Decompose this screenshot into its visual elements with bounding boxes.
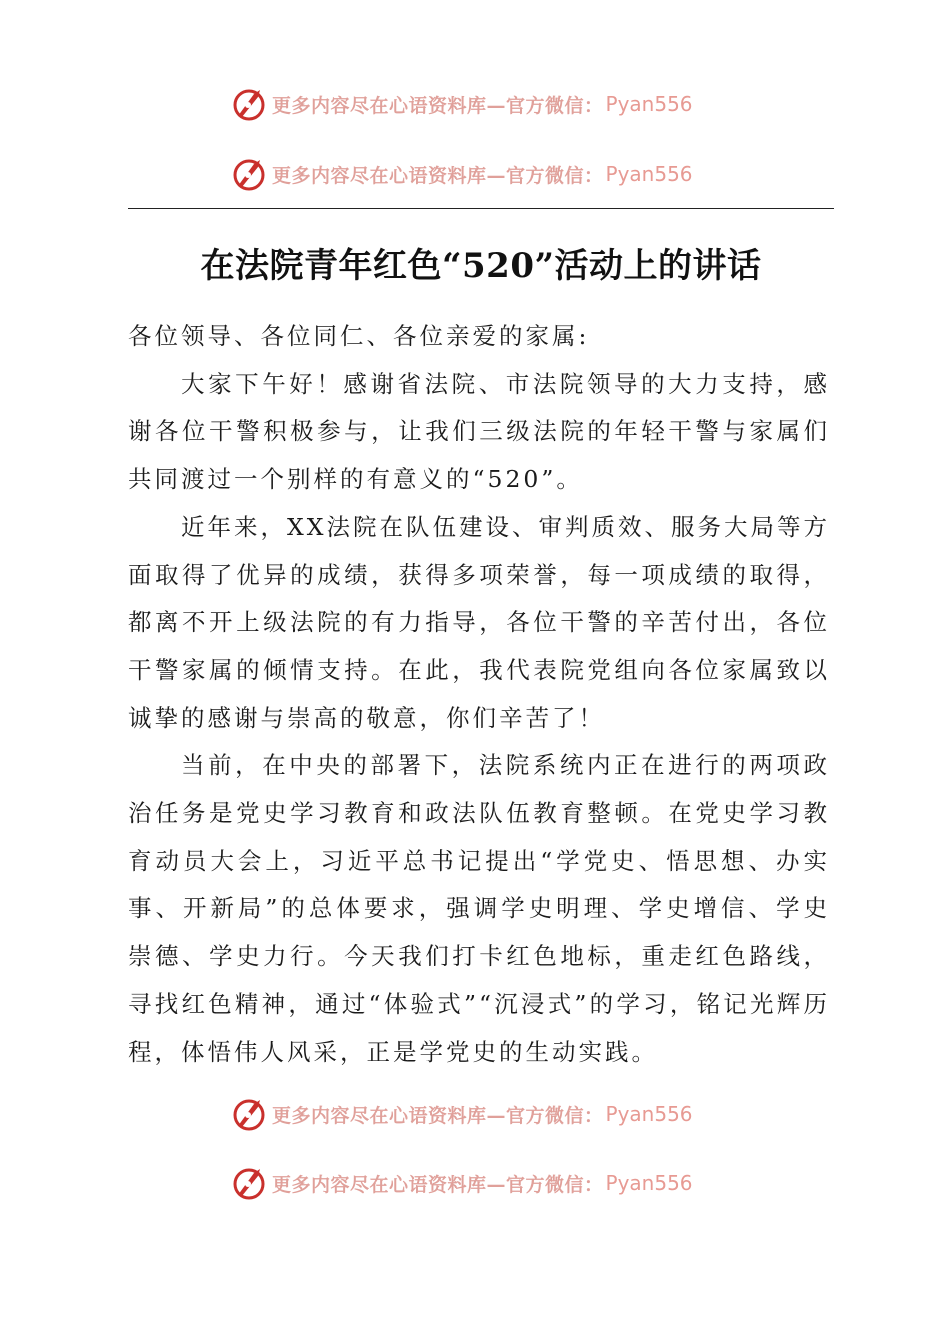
watermark-wechat-id: Pyan556: [605, 92, 693, 116]
watermark-wechat-id: Pyan556: [605, 162, 693, 186]
header-divider: [128, 208, 834, 209]
watermark-wechat-id: Pyan556: [605, 1171, 693, 1195]
paragraph-party-history: 当前，在中央的部署下，法院系统内正在进行的两项政治任务是党史学习教育和政法队伍教育整顿。在党史学习教育动员大会上，习近平总书记提出“学党史、悟思想、办实事、开新局”的总体要求，强调学史明理、学史增信、学史崇德、学史力行。今天我们打卡红色地标，重走红色路线，寻找红色精神，通过“体验式”“沉浸式”的学习，铭记光辉历程，体悟伟人风采，正是学党史的生动实践。: [128, 751, 830, 1066]
watermark-banner-top-2: [232, 154, 752, 194]
watermark-wechat-id: Pyan556: [605, 1102, 693, 1126]
paragraph-greeting: 大家下午好！感谢省法院、市法院领导的大力支持，感谢各位干警积极参与，让我们三级法院的年轻干警与家属们共同渡过一个别样的有意义的“520”。: [128, 369, 830, 494]
salutation: 各位领导、各位同仁、各位亲爱的家属:: [128, 322, 590, 350]
watermark-text: 更多内容尽在心语资料库—官方微信：: [272, 94, 604, 117]
watermark-text: 更多内容尽在心语资料库—官方微信：: [272, 1173, 604, 1196]
watermark-banner-bottom-1: [232, 1094, 752, 1134]
watermark-banner-top-1: [232, 84, 752, 124]
pen-logo-icon: [232, 1096, 268, 1132]
paragraph-achievements: 近年来，XX法院在队伍建设、审判质效、服务大局等方面取得了优异的成绩，获得多项荣誉，每一项成绩的取得，都离不开上级法院的有力指导，各位干警的辛苦付出，各位干警家属的倾情支持。在此，我代表院党组向各位家属致以诚挚的感谢与崇高的敬意，你们辛苦了！: [128, 512, 830, 732]
pen-logo-icon: [232, 86, 268, 122]
watermark-text: 更多内容尽在心语资料库—官方微信：: [272, 164, 604, 187]
watermark-banner-bottom-2: [232, 1163, 752, 1203]
pen-logo-icon: [232, 156, 268, 192]
watermark-text: 更多内容尽在心语资料库—官方微信：: [272, 1104, 604, 1127]
document-title: 在法院青年红色“520”活动上的讲话: [200, 246, 762, 286]
pen-logo-icon: [232, 1165, 268, 1201]
document-body: [128, 313, 830, 1076]
